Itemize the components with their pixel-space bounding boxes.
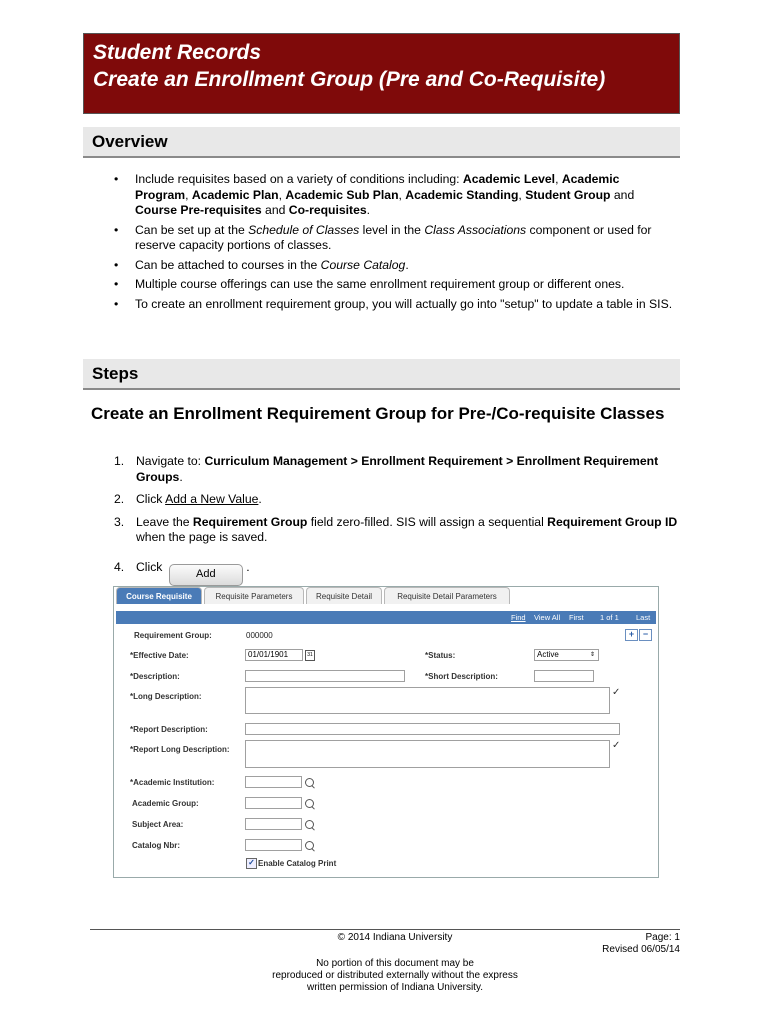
add-row-icon[interactable]: + xyxy=(625,629,638,641)
text-run: . xyxy=(405,257,409,272)
footer-notice-line2: reproduced or distributed externally without the express xyxy=(272,970,518,981)
bold-text: Academic Standing xyxy=(405,187,519,202)
step-4-click-text: Click xyxy=(136,559,163,574)
text-run: To create an enrollment requirement group, you will actually go into "setup" to update a table in SIS. xyxy=(135,296,673,311)
add-button[interactable]: Add xyxy=(169,564,243,586)
tab-requisite-detail-parameters[interactable]: Requisite Detail Parameters xyxy=(384,587,510,604)
overview-header xyxy=(83,127,680,158)
report-description-field[interactable] xyxy=(245,723,620,735)
step-4-period: . xyxy=(246,559,250,574)
tab-course-requisite[interactable]: Course Requisite xyxy=(116,587,202,604)
requirement-group-label: Requirement Group: xyxy=(134,631,212,640)
step-2 xyxy=(114,492,682,508)
spellcheck-icon[interactable]: ✓ xyxy=(612,740,621,751)
description-label: *Description: xyxy=(130,672,180,681)
step-1 xyxy=(114,454,682,485)
description-field[interactable] xyxy=(245,670,405,682)
text-run: , xyxy=(518,187,526,202)
academic-group-label: Academic Group: xyxy=(132,799,199,808)
text-run: Can be set up at the xyxy=(135,222,249,237)
text-run: when the page is saved. xyxy=(136,530,268,544)
add-new-value-link[interactable]: Add a New Value xyxy=(165,492,259,506)
banner-title-line2: Create an Enrollment Group (Pre and Co-Requisite) xyxy=(93,68,606,91)
first-link[interactable]: First xyxy=(569,613,584,622)
step-3 xyxy=(114,515,682,546)
lookup-icon[interactable] xyxy=(305,799,314,808)
text-run: Navigate to: xyxy=(136,454,205,468)
overview-heading: Overview xyxy=(92,132,168,151)
italic-text: Class Associations xyxy=(424,222,527,237)
steps-list xyxy=(114,454,682,593)
text-run: , xyxy=(555,172,562,186)
footer-notice-line3: written permission of Indiana University. xyxy=(307,982,483,993)
text-run: Can be attached to courses in the xyxy=(135,257,321,272)
spellcheck-icon[interactable]: ✓ xyxy=(612,687,621,698)
record-count: 1 of 1 xyxy=(600,613,619,622)
text-run: Leave the xyxy=(136,514,193,529)
text-run: Click xyxy=(136,492,166,506)
footer-notice-line1: No portion of this document may be xyxy=(316,958,474,969)
steps-subheading: Create an Enrollment Requirement Group for Pre-/Co-requisite Classes xyxy=(91,404,665,423)
text-run: . xyxy=(179,469,183,484)
text-run: , xyxy=(185,187,192,202)
enable-catalog-print-label: Enable Catalog Print xyxy=(258,859,337,868)
step-4 xyxy=(114,560,682,586)
bold-text: Student Group xyxy=(525,187,611,202)
lookup-icon[interactable] xyxy=(305,778,314,787)
academic-institution-field[interactable] xyxy=(245,776,302,788)
text-run: and xyxy=(610,187,635,202)
view-all-link[interactable]: View All xyxy=(534,613,561,622)
footer-divider xyxy=(90,929,680,930)
tab-requisite-detail[interactable]: Requisite Detail xyxy=(306,587,382,604)
text-run: . xyxy=(366,203,371,217)
short-description-field[interactable] xyxy=(534,670,594,682)
banner-title-line1: Student Records xyxy=(93,41,262,64)
bold-text: Academic Level xyxy=(462,172,556,186)
enrollment-group-screenshot xyxy=(113,586,659,878)
effective-date-field[interactable]: 01/01/1901 xyxy=(245,649,303,661)
enable-catalog-print-checkbox[interactable]: ✓ xyxy=(246,858,257,869)
long-description-field[interactable] xyxy=(245,687,610,714)
tab-requisite-parameters[interactable]: Requisite Parameters xyxy=(204,587,304,604)
title-banner xyxy=(83,33,680,114)
overview-bullet-item xyxy=(114,277,674,293)
report-long-description-label: *Report Long Description: xyxy=(130,745,230,754)
bold-text: Co-requisites xyxy=(288,203,367,217)
italic-text: Course Catalog xyxy=(320,257,406,272)
requirement-group-value: 000000 xyxy=(246,631,273,640)
last-link[interactable]: Last xyxy=(636,613,651,622)
footer-revised: Revised 06/05/14 xyxy=(602,944,680,955)
steps-header xyxy=(83,359,680,390)
footer-copyright: © 2014 Indiana University xyxy=(337,932,453,943)
text-run: level in the xyxy=(359,222,425,237)
lookup-icon[interactable] xyxy=(305,841,314,850)
report-description-label: *Report Description: xyxy=(130,725,208,734)
overview-bullet-item xyxy=(114,223,674,254)
academic-group-field[interactable] xyxy=(245,797,302,809)
overview-bullet-item xyxy=(114,172,674,219)
step-number: 4. xyxy=(114,559,125,574)
steps-heading: Steps xyxy=(92,364,139,383)
bold-text: Academic Program xyxy=(135,172,620,202)
report-long-description-field[interactable] xyxy=(245,740,610,768)
lookup-icon[interactable] xyxy=(305,820,314,829)
text-run: and xyxy=(261,203,289,217)
short-description-label: *Short Description: xyxy=(425,672,498,681)
overview-bullet-item xyxy=(114,258,674,274)
status-label: *Status: xyxy=(425,651,456,660)
calendar-icon[interactable]: 31 xyxy=(305,650,315,661)
bold-text: Requirement Group ID xyxy=(547,514,678,529)
scroll-nav-bar xyxy=(116,611,656,624)
text-run: Include requisites based on a variety of conditions including: xyxy=(135,172,463,186)
subject-area-field[interactable] xyxy=(245,818,302,830)
step-number: 3. xyxy=(114,514,125,529)
text-run: component or used for reserve capacity portions of classes. xyxy=(135,222,652,252)
catalog-nbr-label: Catalog Nbr: xyxy=(132,841,180,850)
overview-bullet-item xyxy=(114,297,674,313)
text-run: , xyxy=(278,187,286,202)
text-run: field zero-filled. SIS will assign a sequential xyxy=(307,514,548,529)
status-select[interactable] xyxy=(534,649,599,661)
long-description-label: *Long Description: xyxy=(130,692,202,701)
bold-text: Course Pre-requisites xyxy=(135,203,262,217)
overview-bullet-list xyxy=(114,172,674,316)
bold-text: Curriculum Management > Enrollment Requirement > Enrollment Requirement Groups xyxy=(136,454,659,484)
step-number: 2. xyxy=(114,492,125,506)
step-number: 1. xyxy=(114,454,125,468)
status-value: Active xyxy=(537,650,559,659)
catalog-nbr-field[interactable] xyxy=(245,839,302,851)
text-run: Multiple course offerings can use the same enrollment requirement group or different ones. xyxy=(135,277,625,291)
text-run: , xyxy=(398,187,406,202)
academic-institution-label: *Academic Institution: xyxy=(130,778,215,787)
text-run: . xyxy=(258,492,262,506)
italic-text: Schedule of Classes xyxy=(248,222,360,237)
effective-date-label: *Effective Date: xyxy=(130,651,189,660)
subject-area-label: Subject Area: xyxy=(132,820,184,829)
delete-row-icon[interactable]: − xyxy=(639,629,652,641)
find-link[interactable]: Find xyxy=(511,613,526,622)
bold-text: Requirement Group xyxy=(192,514,308,529)
bold-text: Academic Plan xyxy=(191,187,279,202)
bold-text: Academic Sub Plan xyxy=(285,187,399,202)
footer-page: Page: 1 xyxy=(645,932,680,943)
select-arrows-icon: ⇕ xyxy=(589,652,595,658)
